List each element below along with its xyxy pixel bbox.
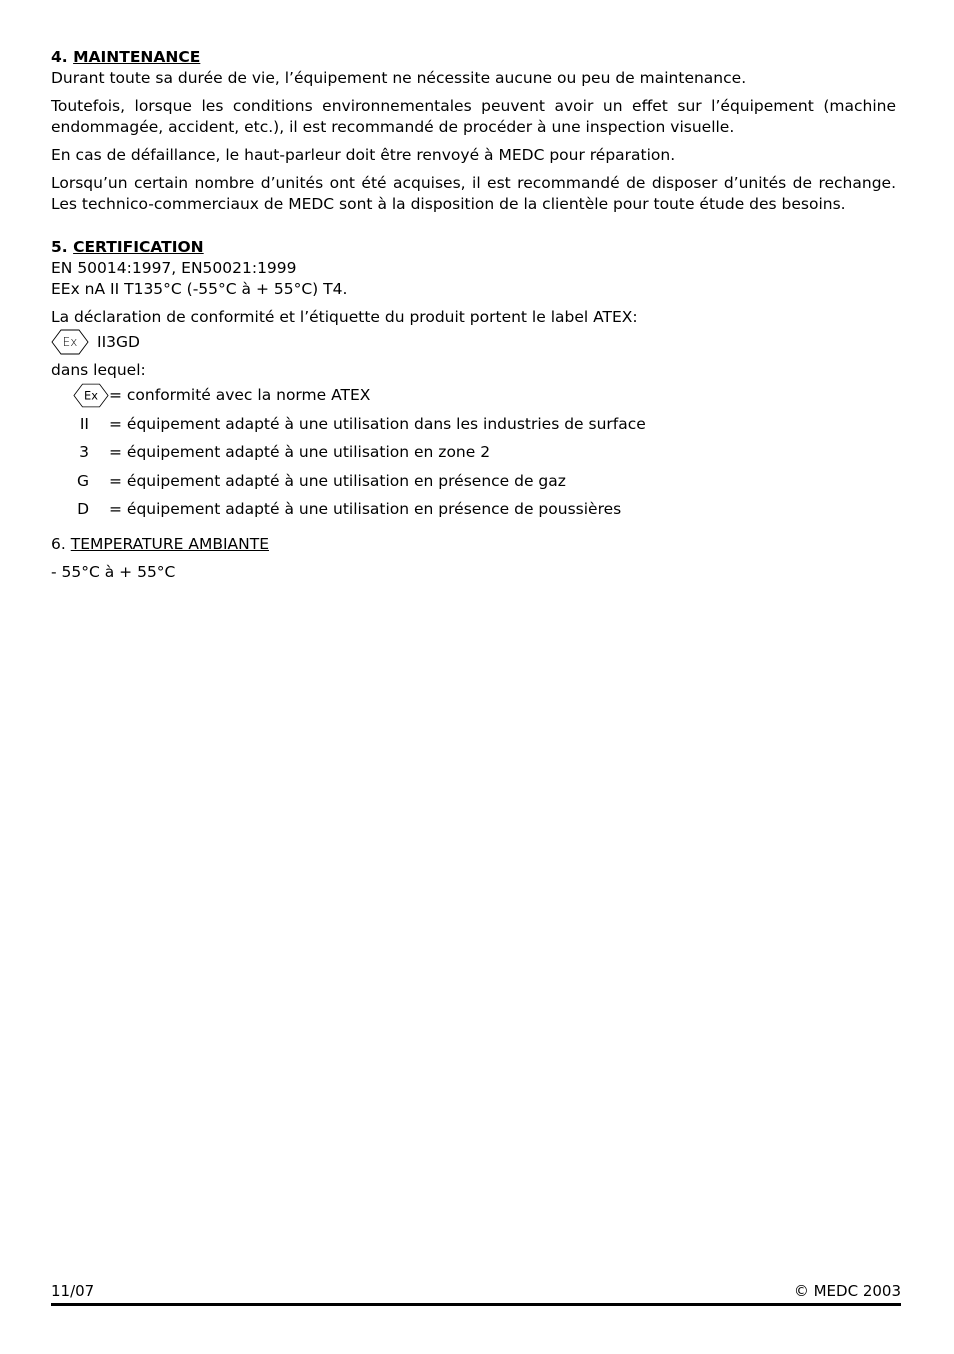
definition-symbol: D [77, 500, 89, 519]
certification-standards: EN 50014:1997, EN50021:1999 [51, 259, 297, 277]
dans-lequel: dans lequel: [51, 361, 146, 379]
definition-text: = équipement adapté à une utilisation en présence de gaz [109, 471, 566, 490]
temperature-title: TEMPERATURE AMBIANTE [70, 534, 269, 553]
maintenance-heading [51, 46, 896, 68]
definition-text: = conformité avec la norme ATEX [109, 386, 371, 405]
definition-row [51, 495, 896, 524]
definition-row [51, 410, 896, 439]
certification-declaration: La déclaration de conformité et l’étiquette du produit portent le label ATEX: [51, 308, 638, 326]
definition-text: = équipement adapté à une utilisation en zone 2 [109, 443, 491, 462]
atex-ex-icon [51, 329, 89, 355]
document-page [51, 46, 896, 594]
maintenance-paragraph: En cas de défaillance, le haut-parleur doit être renvoyé à MEDC pour réparation. [51, 146, 676, 164]
definition-text: = équipement adapté à une utilisation en présence de poussières [109, 500, 622, 519]
certification-title: CERTIFICATION [73, 238, 204, 256]
temperature-range: - 55°C à + 55°C [51, 562, 176, 581]
atex-code: II3GD [97, 333, 140, 351]
certification-number: 5. [51, 238, 68, 256]
maintenance-paragraph: Durant toute sa durée de vie, l’équipement ne nécessite aucune ou peu de maintenance. [51, 69, 747, 87]
definition-text: = équipement adapté à une utilisation dans les industries de surface [109, 414, 646, 433]
definition-symbol: G [76, 471, 89, 490]
footer-date: 11/07 [51, 1282, 95, 1300]
certification-heading [51, 236, 896, 258]
definition-symbol: 3 [79, 443, 89, 462]
definition-row [51, 438, 896, 467]
definition-symbol: II [79, 414, 89, 433]
atex-label-row [51, 328, 896, 356]
definition-row [51, 381, 896, 410]
footer-copyright: © MEDC 2003 [793, 1282, 901, 1300]
temperature-heading [51, 531, 896, 557]
maintenance-paragraph: Toutefois, lorsque les conditions environnementales peuvent avoir un effet sur l’équipement (machine endommagée, accident, etc.), il est recommandé de procéder à une inspection visuelle. [51, 97, 896, 136]
atex-ex-icon [73, 383, 109, 408]
temperature-number: 6. [51, 534, 66, 553]
maintenance-paragraph: Lorsqu’un certain nombre d’unités ont été acquises, il est recommandé de disposer d’unités de rechange. Les technico-commerciaux de MEDC sont à la disposition de la clientèle pour toute étude des besoins. [51, 174, 896, 213]
maintenance-title: MAINTENANCE [73, 48, 201, 66]
atex-ex-logo-text: Ex [84, 388, 98, 403]
footer-divider [51, 1303, 901, 1306]
definition-symbol [51, 383, 109, 408]
certification-rating: EEx nA II T135°C (-55°C à + 55°C) T4. [51, 280, 348, 298]
atex-ex-logo-text: Ex [62, 335, 78, 349]
maintenance-number: 4. [51, 48, 68, 66]
definition-row [51, 467, 896, 496]
